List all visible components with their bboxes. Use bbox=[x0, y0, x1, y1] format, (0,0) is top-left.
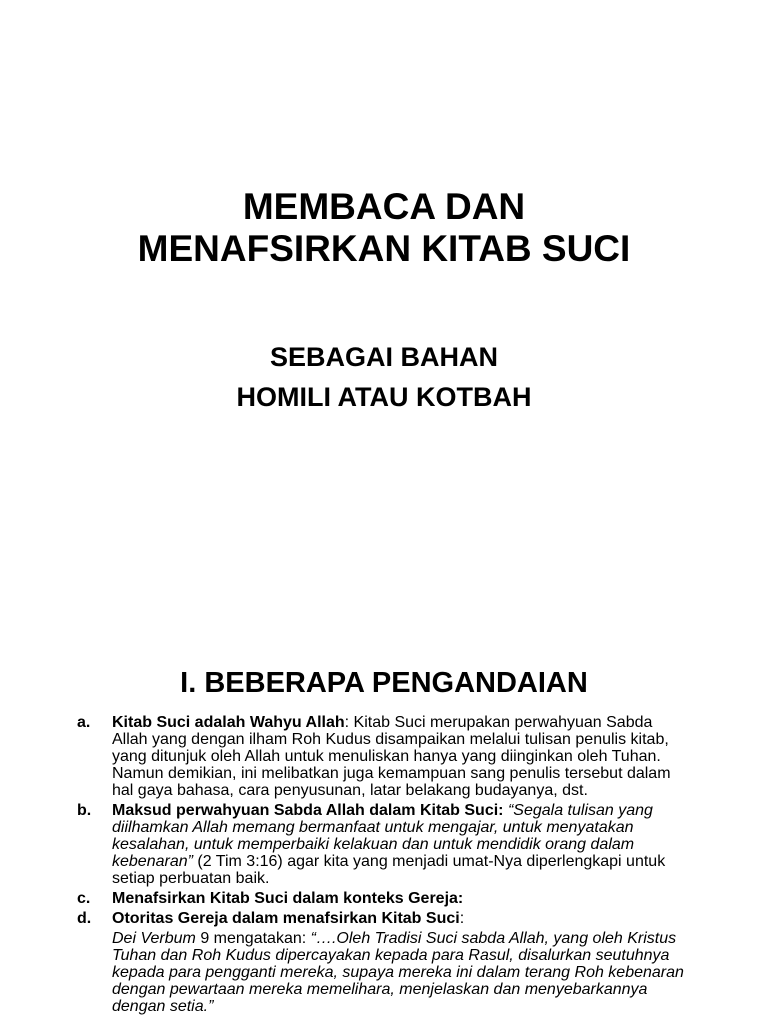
quote-text: “….Oleh Tradisi Suci sabda Allah, yang oleh Kristus Tuhan dan Roh Kudus dipercayakan kepada para Rasul, disalurkan seutuhnya kepada para pengganti mereka, supaya mereka ini dalam terang Roh kebenaran dengan pewartaan mereka memelihara, menjelaskan dan menyebarkannya dengan setia.” bbox=[112, 930, 684, 1015]
item-quote: “Segala tulisan yang diilhamkan Allah memang bermanfaat untuk mengajar, untuk menyatakan kesalahan, untuk memperbaiki kelakuan dan untuk mendidik orang dalam kebenaran” bbox=[112, 802, 653, 870]
quote-block bbox=[77, 930, 687, 1015]
item-letter: d. bbox=[77, 910, 92, 927]
item-letter: c. bbox=[77, 890, 91, 907]
item-text: : Kitab Suci merupakan perwahyuan Sabda Allah yang dengan ilham Roh Kudus disampaikan melalui tulisan penulis kitab, yang ditunjuk oleh Allah untuk menuliskan hanya yang diinginkan oleh Tuhan. Namun demikian, ini melibatkan juga kemampuan sang penulis tersebut dalam hal gaya bahasa, cara penyusunan, latar belakang budayanya, dst. bbox=[112, 714, 671, 799]
subtitle-block bbox=[0, 337, 768, 417]
item-heading: Maksud perwahyuan Sabda Allah dalam Kitab Suci: bbox=[112, 802, 504, 819]
item-text: : bbox=[459, 910, 465, 927]
main-title-line-2: MENAFSIRKAN KITAB SUCI bbox=[137, 228, 631, 269]
quote-intro: 9 mengatakan: bbox=[195, 930, 311, 947]
item-text: (2 Tim 3:16) agar kita yang menjadi umat-Nya diperlengkapi untuk setiap perbuatan baik. bbox=[112, 853, 666, 887]
item-heading: Kitab Suci adalah Wahyu Allah bbox=[112, 714, 345, 731]
item-heading: Otoritas Gereja dalam menafsirkan Kitab Suci bbox=[112, 910, 460, 927]
quote-source: Dei Verbum bbox=[112, 930, 196, 947]
subtitle-line-1: SEBAGAI BAHAN bbox=[269, 342, 498, 372]
subtitle-line-2: HOMILI ATAU KOTBAH bbox=[236, 382, 532, 412]
section-heading: I. BEBERAPA PENGANDAIAN bbox=[180, 667, 588, 699]
item-letter: a. bbox=[77, 714, 91, 731]
item-heading: Menafsirkan Kitab Suci dalam konteks Gereja: bbox=[112, 890, 464, 907]
list-item-c bbox=[77, 890, 687, 907]
item-list bbox=[77, 714, 687, 1015]
list-item-b bbox=[77, 802, 687, 887]
list-item-a bbox=[77, 714, 687, 799]
title-block bbox=[0, 186, 768, 270]
item-letter: b. bbox=[77, 802, 92, 819]
main-title-line-1: MEMBACA DAN bbox=[242, 186, 526, 227]
list-item-d bbox=[77, 910, 687, 927]
